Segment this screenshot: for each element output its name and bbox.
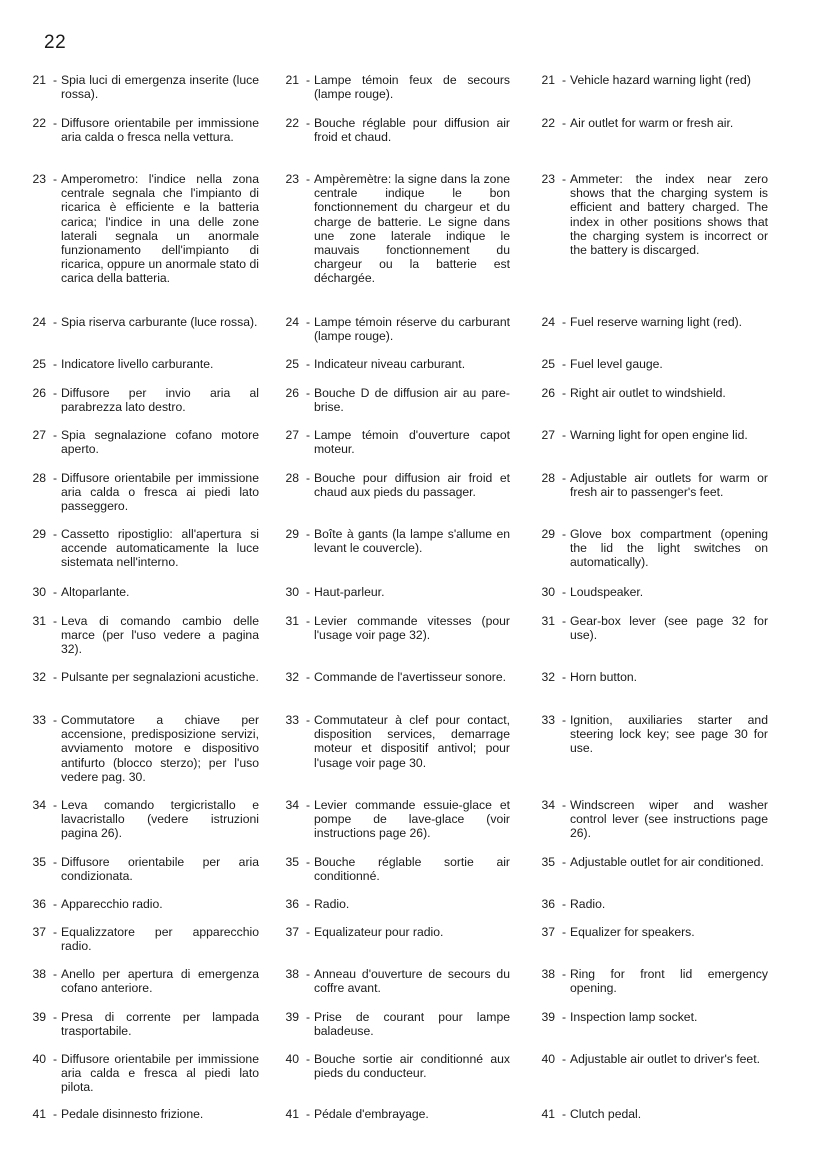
item-number: 32 <box>32 670 46 684</box>
item-number: 36 <box>285 897 299 911</box>
item-text-english: Loudspeaker. <box>570 585 644 599</box>
item-number: 24 <box>285 315 299 329</box>
separator-dash: - <box>52 428 58 442</box>
separator-dash: - <box>52 614 58 628</box>
item-text-english: Vehicle hazard warning light (red) <box>570 73 751 87</box>
item-number: 38 <box>541 967 555 981</box>
item-text-italian: Pulsante per segnalazioni acustiche. <box>61 670 259 684</box>
item-text-italian: Indicatore livello carburante. <box>61 357 214 371</box>
item-number: 31 <box>541 614 555 628</box>
separator-dash: - <box>561 897 567 911</box>
entry-french <box>277 614 510 642</box>
separator-dash: - <box>561 1107 567 1121</box>
entry-italian <box>24 471 259 514</box>
item-number: 33 <box>285 713 299 727</box>
page-number: 22 <box>44 32 67 53</box>
item-text-italian: Spia riserva carburante (luce rossa). <box>61 315 258 329</box>
item-number: 37 <box>541 925 555 939</box>
item-text-italian: Spia segnalazione cofano motore aperto. <box>61 428 259 457</box>
item-text-french: Prise de courant pour lampe baladeuse. <box>314 1010 510 1039</box>
entry-english <box>533 798 768 841</box>
item-text-french: Ampèremètre: la signe dans la zone centrale indique le bon fonctionnement du chargeur et du charge de batterie. Le signe dans une zone laterale indique le mauvais fonctionnement du chargeur ou la batterie est déchargée. <box>314 172 510 286</box>
entry-italian <box>24 116 259 144</box>
item-number: 24 <box>32 315 46 329</box>
item-text-italian: Spia luci di emergenza inserite (luce rossa). <box>61 73 259 102</box>
separator-dash: - <box>52 585 58 599</box>
separator-dash: - <box>305 527 311 541</box>
entry-french <box>277 116 510 144</box>
item-number: 29 <box>32 527 46 541</box>
item-text-french: Lampe témoin d'ouverture capot moteur. <box>314 428 510 457</box>
item-number: 30 <box>32 585 46 599</box>
item-text-italian: Amperometro: l'indice nella zona centrale segnala che l'impianto di ricarica è efficiente e la batteria carica; l'indice in una delle zone laterali segnala un anormale funzionamento dell'impianto di ricarica, oppure un anormale stato di carica della batteria. <box>61 172 259 286</box>
entry-italian <box>24 967 259 995</box>
entry-italian <box>24 670 259 684</box>
separator-dash: - <box>561 967 567 981</box>
item-text-english: Air outlet for warm or fresh air. <box>570 116 734 130</box>
entry-english <box>533 527 768 570</box>
entry-french <box>277 925 510 939</box>
separator-dash: - <box>52 1052 58 1066</box>
separator-dash: - <box>561 1052 567 1066</box>
separator-dash: - <box>52 855 58 869</box>
item-number: 24 <box>541 315 555 329</box>
item-number: 40 <box>32 1052 46 1066</box>
separator-dash: - <box>305 1052 311 1066</box>
item-text-english: Radio. <box>570 897 606 911</box>
entry-italian <box>24 428 259 456</box>
entry-french <box>277 897 510 911</box>
separator-dash: - <box>561 585 567 599</box>
item-number: 30 <box>541 585 555 599</box>
item-number: 22 <box>32 116 46 130</box>
separator-dash: - <box>305 798 311 812</box>
entry-italian <box>24 855 259 883</box>
item-number: 32 <box>285 670 299 684</box>
separator-dash: - <box>305 386 311 400</box>
separator-dash: - <box>52 798 58 812</box>
item-number: 21 <box>541 73 555 87</box>
item-text-english: Fuel level gauge. <box>570 357 663 371</box>
item-text-english: Horn button. <box>570 670 638 684</box>
item-text-french: Levier commande vitesses (pour l'usage voir page 32). <box>314 614 510 643</box>
item-text-french: Anneau d'ouverture de secours du coffre avant. <box>314 967 510 996</box>
item-text-english: Adjustable air outlet to driver's feet. <box>570 1052 760 1066</box>
item-text-english: Warning light for open engine lid. <box>570 428 748 442</box>
item-text-italian: Diffusore orientabile per immissione aria calda e fresca al piedi lato pilota. <box>61 1052 259 1095</box>
item-text-english: Windscreen wiper and washer control lever (see instructions page 26). <box>570 798 768 841</box>
item-text-italian: Pedale disinnesto frizione. <box>61 1107 204 1121</box>
entry-italian <box>24 925 259 953</box>
item-text-italian: Leva comando tergicristallo e lavacristallo (vedere istruzioni pagina 26). <box>61 798 259 841</box>
item-text-french: Boîte à gants (la lampe s'allume en levant le couvercle). <box>314 527 510 556</box>
separator-dash: - <box>305 713 311 727</box>
entry-italian <box>24 1107 259 1121</box>
separator-dash: - <box>561 386 567 400</box>
separator-dash: - <box>305 357 311 371</box>
separator-dash: - <box>52 967 58 981</box>
item-text-french: Lampe témoin réserve du carburant (lampe rouge). <box>314 315 510 344</box>
entry-italian <box>24 1052 259 1095</box>
entry-italian <box>24 172 259 286</box>
entry-french <box>277 798 510 841</box>
item-text-italian: Altoparlante. <box>61 585 130 599</box>
item-number: 23 <box>285 172 299 186</box>
item-text-english: Adjustable air outlets for warm or fresh air to passenger's feet. <box>570 471 768 500</box>
separator-dash: - <box>305 73 311 87</box>
entry-italian <box>24 73 259 101</box>
separator-dash: - <box>305 315 311 329</box>
entry-french <box>277 1107 510 1121</box>
item-text-french: Commande de l'avertisseur sonore. <box>314 670 507 684</box>
entry-french <box>277 585 510 599</box>
item-number: 40 <box>285 1052 299 1066</box>
separator-dash: - <box>561 713 567 727</box>
item-number: 25 <box>541 357 555 371</box>
item-text-french: Bouche réglable sortie air conditionné. <box>314 855 510 884</box>
item-number: 29 <box>285 527 299 541</box>
item-number: 33 <box>32 713 46 727</box>
item-number: 28 <box>32 471 46 485</box>
separator-dash: - <box>305 585 311 599</box>
item-text-english: Ring for front lid emergency opening. <box>570 967 768 996</box>
item-number: 41 <box>541 1107 555 1121</box>
separator-dash: - <box>561 614 567 628</box>
item-number: 29 <box>541 527 555 541</box>
separator-dash: - <box>305 1107 311 1121</box>
entry-english <box>533 925 768 939</box>
item-text-french: Commutateur à clef pour contact, disposition services, demarrage moteur et dispositif antivol; pour l'usage voir page 30. <box>314 713 510 770</box>
item-text-french: Bouche réglable pour diffusion air froid et chaud. <box>314 116 510 145</box>
item-number: 26 <box>541 386 555 400</box>
item-number: 41 <box>32 1107 46 1121</box>
entry-french <box>277 428 510 456</box>
item-number: 36 <box>541 897 555 911</box>
entry-english <box>533 471 768 499</box>
separator-dash: - <box>561 1010 567 1024</box>
item-text-italian: Diffusore per invio aria al parabrezza lato destro. <box>61 386 259 415</box>
separator-dash: - <box>52 471 58 485</box>
item-number: 41 <box>285 1107 299 1121</box>
separator-dash: - <box>305 925 311 939</box>
separator-dash: - <box>52 1107 58 1121</box>
item-number: 28 <box>285 471 299 485</box>
entry-english <box>533 967 768 995</box>
entry-french <box>277 855 510 883</box>
item-text-french: Radio. <box>314 897 350 911</box>
separator-dash: - <box>305 471 311 485</box>
item-number: 22 <box>285 116 299 130</box>
separator-dash: - <box>561 925 567 939</box>
entry-english <box>533 1010 768 1024</box>
item-number: 27 <box>541 428 555 442</box>
entry-english <box>533 428 768 442</box>
item-text-english: Ignition, auxiliaries starter and steering lock key; see page 30 for use. <box>570 713 768 756</box>
separator-dash: - <box>52 897 58 911</box>
entry-english <box>533 897 768 911</box>
entry-italian <box>24 1010 259 1038</box>
entry-italian <box>24 713 259 784</box>
entry-french <box>277 73 510 101</box>
separator-dash: - <box>561 73 567 87</box>
item-text-french: Pédale d'embrayage. <box>314 1107 429 1121</box>
entry-french <box>277 670 510 684</box>
item-number: 39 <box>541 1010 555 1024</box>
item-number: 32 <box>541 670 555 684</box>
entry-italian <box>24 614 259 657</box>
entry-italian <box>24 897 259 911</box>
entry-english <box>533 1107 768 1121</box>
item-number: 33 <box>541 713 555 727</box>
item-text-italian: Anello per apertura di emergenza cofano anteriore. <box>61 967 259 996</box>
item-text-italian: Diffusore orientabile per aria condizionata. <box>61 855 259 884</box>
item-number: 39 <box>285 1010 299 1024</box>
item-number: 39 <box>32 1010 46 1024</box>
item-number: 36 <box>32 897 46 911</box>
item-number: 25 <box>285 357 299 371</box>
item-text-italian: Cassetto ripostiglio: all'apertura si accende automaticamente la luce sistemata nell'interno. <box>61 527 259 570</box>
separator-dash: - <box>305 1010 311 1024</box>
item-number: 37 <box>32 925 46 939</box>
separator-dash: - <box>561 855 567 869</box>
item-text-english: Fuel reserve warning light (red). <box>570 315 743 329</box>
item-number: 34 <box>285 798 299 812</box>
item-number: 27 <box>285 428 299 442</box>
separator-dash: - <box>561 428 567 442</box>
separator-dash: - <box>305 614 311 628</box>
item-text-french: Indicateur niveau carburant. <box>314 357 466 371</box>
item-text-italian: Diffusore orientabile per immissione aria calda o fresca nella vettura. <box>61 116 259 145</box>
separator-dash: - <box>561 798 567 812</box>
entry-french <box>277 527 510 555</box>
item-number: 21 <box>285 73 299 87</box>
separator-dash: - <box>305 967 311 981</box>
entry-english <box>533 357 768 371</box>
entry-italian <box>24 315 259 329</box>
entry-english <box>533 1052 768 1066</box>
separator-dash: - <box>52 527 58 541</box>
item-text-french: Equalizateur pour radio. <box>314 925 444 939</box>
item-number: 38 <box>32 967 46 981</box>
item-number: 22 <box>541 116 555 130</box>
item-number: 26 <box>285 386 299 400</box>
item-text-english: Ammeter: the index near zero shows that the charging system is efficient and battery charged. The index in other positions shows that the charging system is incorrect or the battery is discarged. <box>570 172 768 258</box>
separator-dash: - <box>561 670 567 684</box>
entry-english <box>533 585 768 599</box>
item-number: 31 <box>285 614 299 628</box>
item-text-french: Bouche D de diffusion air au pare-brise. <box>314 386 510 415</box>
separator-dash: - <box>561 527 567 541</box>
entry-english <box>533 855 768 869</box>
entry-english <box>533 670 768 684</box>
entry-italian <box>24 798 259 841</box>
entry-english <box>533 713 768 756</box>
item-number: 35 <box>285 855 299 869</box>
item-text-italian: Apparecchio radio. <box>61 897 163 911</box>
item-number: 28 <box>541 471 555 485</box>
item-text-english: Clutch pedal. <box>570 1107 642 1121</box>
separator-dash: - <box>52 116 58 130</box>
item-number: 25 <box>32 357 46 371</box>
item-text-italian: Leva di comando cambio delle marce (per l'uso vedere a pagina 32). <box>61 614 259 657</box>
entry-french <box>277 1052 510 1080</box>
entry-english <box>533 172 768 257</box>
separator-dash: - <box>52 357 58 371</box>
separator-dash: - <box>561 116 567 130</box>
item-number: 38 <box>285 967 299 981</box>
separator-dash: - <box>305 855 311 869</box>
entry-french <box>277 315 510 343</box>
item-number: 26 <box>32 386 46 400</box>
item-text-english: Equalizer for speakers. <box>570 925 695 939</box>
item-text-english: Gear-box lever (see page 32 for use). <box>570 614 768 643</box>
item-text-french: Levier commande essuie-glace et pompe de lave-glace (voir instructions page 26). <box>314 798 510 841</box>
separator-dash: - <box>52 172 58 186</box>
item-number: 35 <box>32 855 46 869</box>
entry-italian <box>24 527 259 570</box>
item-text-french: Haut-parleur. <box>314 585 385 599</box>
separator-dash: - <box>305 116 311 130</box>
item-number: 35 <box>541 855 555 869</box>
entry-italian <box>24 357 259 371</box>
item-number: 37 <box>285 925 299 939</box>
item-text-english: Inspection lamp socket. <box>570 1010 698 1024</box>
item-text-italian: Diffusore orientabile per immissione aria calda o fresca ai piedi lato passeggero. <box>61 471 259 514</box>
entry-english <box>533 614 768 642</box>
separator-dash: - <box>305 172 311 186</box>
item-text-french: Bouche sortie air conditionné aux pieds du conducteur. <box>314 1052 510 1081</box>
item-text-english: Adjustable outlet for air conditioned. <box>570 855 764 869</box>
separator-dash: - <box>52 386 58 400</box>
separator-dash: - <box>305 897 311 911</box>
item-number: 31 <box>32 614 46 628</box>
entry-french <box>277 713 510 770</box>
entry-french <box>277 357 510 371</box>
item-text-english: Right air outlet to windshield. <box>570 386 726 400</box>
entry-french <box>277 172 510 286</box>
separator-dash: - <box>305 670 311 684</box>
entry-french <box>277 967 510 995</box>
entry-french <box>277 1010 510 1038</box>
separator-dash: - <box>561 315 567 329</box>
item-number: 27 <box>32 428 46 442</box>
separator-dash: - <box>561 357 567 371</box>
separator-dash: - <box>52 713 58 727</box>
item-number: 21 <box>32 73 46 87</box>
separator-dash: - <box>52 1010 58 1024</box>
item-number: 23 <box>32 172 46 186</box>
separator-dash: - <box>52 670 58 684</box>
entry-english <box>533 73 768 87</box>
item-number: 40 <box>541 1052 555 1066</box>
entry-english <box>533 386 768 400</box>
item-number: 30 <box>285 585 299 599</box>
entry-italian <box>24 585 259 599</box>
item-text-italian: Equalizzatore per apparecchio radio. <box>61 925 259 954</box>
entry-english <box>533 315 768 329</box>
separator-dash: - <box>52 925 58 939</box>
item-number: 34 <box>32 798 46 812</box>
entry-english <box>533 116 768 130</box>
item-text-french: Lampe témoin feux de secours (lampe rouge). <box>314 73 510 102</box>
item-text-english: Glove box compartment (opening the lid the light switches on automatically). <box>570 527 768 570</box>
item-text-italian: Commutatore a chiave per accensione, predisposizione servizi, avviamento motore e dispositivo antifurto (blocco sterzo); per l'uso vedere pag. 30. <box>61 713 259 784</box>
item-text-italian: Presa di corrente per lampada trasportabile. <box>61 1010 259 1039</box>
item-number: 23 <box>541 172 555 186</box>
item-text-french: Bouche pour diffusion air froid et chaud aux pieds du passager. <box>314 471 510 500</box>
separator-dash: - <box>561 471 567 485</box>
entry-italian <box>24 386 259 414</box>
separator-dash: - <box>305 428 311 442</box>
separator-dash: - <box>561 172 567 186</box>
item-number: 34 <box>541 798 555 812</box>
entry-french <box>277 386 510 414</box>
separator-dash: - <box>52 315 58 329</box>
separator-dash: - <box>52 73 58 87</box>
entry-french <box>277 471 510 499</box>
